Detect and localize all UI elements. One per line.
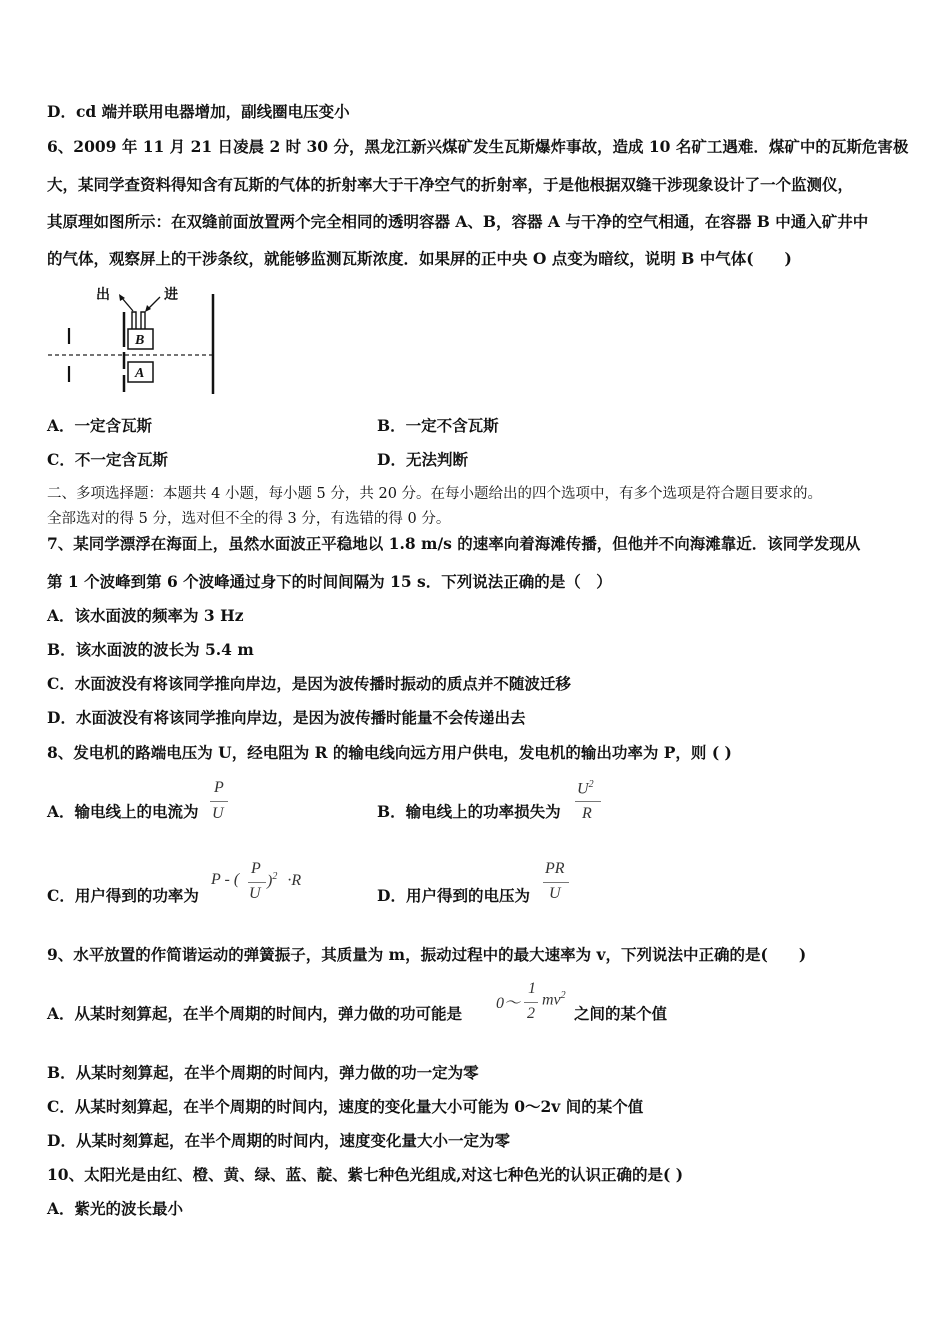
q8-stem: 8、发电机的路端电压为 U，经电阻为 R 的输电线向远方用户供电，发电机的输出功率为 P，则 ( ): [47, 743, 732, 762]
q9-option-a: A．从某时刻算起，在半个周期的时间内，弹力做的功可能是: [47, 1004, 463, 1023]
q6-stem-line-1: 6、2009 年 11 月 21 日凌晨 2 时 30 分，黑龙江新兴煤矿发生瓦斯爆炸事故，造成 10 名矿工遇难．煤矿中的瓦斯危害极: [47, 137, 909, 156]
section2-instructions-line-1: 二、多项选择题：本题共 4 小题，每小题 5 分，共 20 分。在每小题给出的四个选项中，有多个选项是符合题目要求的。: [47, 486, 823, 502]
q8-option-c-denominator: U: [249, 885, 261, 902]
q9-option-a-suffix: 之间的某个值: [574, 1004, 668, 1023]
q8-option-c: C．用户得到的功率为: [47, 886, 199, 905]
out-label: 出: [96, 287, 110, 303]
section2-instructions-line-2: 全部选对的得 5 分，选对但不全的得 3 分，有选错的得 0 分。: [47, 511, 451, 527]
q7-option-b: B．该水面波的波长为 5.4 m: [47, 640, 254, 659]
q8-option-a-numerator: P: [214, 779, 224, 796]
q6-stem-line-3: 其原理如图所示：在双缝前面放置两个完全相同的透明容器 A、B，容器 A 与干净的空气相通，在容器 B 中通入矿井中: [47, 212, 869, 231]
q7-stem-line-1: 7、某同学漂浮在海面上，虽然水面波正平稳地以 1.8 m/s 的速率向着海滩传播，但他并不向海滩靠近．该同学发现从: [47, 534, 861, 553]
q8-option-b-fraction-bar: [575, 801, 601, 802]
q6-stem-line-4: 的气体，观察屏上的干涉条纹，就能够监测瓦斯浓度．如果屏的正中央 O 点变为暗纹，说明 B 中气体( ): [47, 249, 792, 268]
in-label: 进: [164, 287, 178, 303]
container-a-label: A: [135, 366, 145, 381]
q6-option-a: A．一定含瓦斯: [47, 416, 153, 435]
q8-option-d-denominator: U: [549, 885, 561, 902]
q8-option-b: B．输电线上的功率损失为: [377, 802, 561, 821]
q7-option-d: D．水面波没有将该同学推向岸边，是因为波传播时能量不会传递出去: [47, 708, 526, 727]
q9-option-a-range-start: 0～: [496, 995, 521, 1012]
q6-option-b: B．一定不含瓦斯: [377, 416, 499, 435]
outlet-tube: [132, 312, 136, 329]
q8-option-b-numerator: $U^2$: [577, 779, 594, 798]
q8-option-d: D．用户得到的电压为: [377, 886, 530, 905]
q5-option-d: D．cd 端并联用电器增加，副线圈电压变小: [47, 102, 350, 121]
q9-option-a-mv2: $mv^2$: [542, 990, 566, 1009]
q9-option-c: C．从某时刻算起，在半个周期的时间内，速度的变化量大小可能为 0～2v 间的某个值: [47, 1097, 644, 1116]
q8-option-c-prefix: P - (: [211, 871, 240, 888]
q8-option-c-suffix: )$^2$ ·R: [267, 871, 302, 890]
q6-option-d: D．无法判断: [377, 450, 468, 469]
q9-option-a-fraction-bar: [524, 1002, 538, 1003]
q7-option-a: A．该水面波的频率为 3 Hz: [47, 606, 244, 625]
q10-option-a: A．紫光的波长最小: [47, 1199, 184, 1218]
container-b-label: B: [135, 333, 145, 348]
q9-option-d: D．从某时刻算起，在半个周期的时间内，速度变化量大小一定为零: [47, 1131, 510, 1150]
q7-option-c: C．水面波没有将该同学推向岸边，是因为波传播时振动的质点并不随波迁移: [47, 674, 571, 693]
q8-option-c-fraction-bar: [248, 882, 266, 883]
q8-option-a-fraction-bar: [210, 801, 228, 802]
q9-option-b: B．从某时刻算起，在半个周期的时间内，弹力做的功一定为零: [47, 1063, 479, 1082]
q8-option-b-denominator: R: [582, 805, 592, 822]
q9-stem: 9、水平放置的作简谐运动的弹簧振子，其质量为 m，振动过程中的最大速率为 v，下列说法中正确的是( ): [47, 945, 807, 964]
out-arrow: [122, 298, 133, 311]
q6-stem-line-2: 大，某同学查资料得知含有瓦斯的气体的折射率大于干净空气的折射率，于是他根据双缝干涉现象设计了一个监测仪，: [47, 175, 854, 194]
q10-stem: 10、太阳光是由红、橙、黄、绿、蓝、靛、紫七种色光组成,对这七种色光的认识正确的是( ): [47, 1165, 684, 1184]
q8-option-a-denominator: U: [212, 805, 224, 822]
q8-option-d-numerator: PR: [545, 860, 565, 877]
inlet-tube: [141, 312, 145, 329]
q8-option-d-fraction-bar: [543, 882, 569, 883]
double-slit-diagram: [44, 284, 224, 396]
q9-option-a-denominator: 2: [527, 1005, 535, 1022]
q9-option-a-numerator: 1: [528, 980, 536, 997]
q7-stem-line-2: 第 1 个波峰到第 6 个波峰通过身下的时间间隔为 15 s．下列说法正确的是（ ）: [47, 572, 612, 591]
q8-option-c-numerator: P: [251, 860, 261, 877]
q8-option-a: A．输电线上的电流为: [47, 802, 199, 821]
q6-option-c: C．不一定含瓦斯: [47, 450, 168, 469]
